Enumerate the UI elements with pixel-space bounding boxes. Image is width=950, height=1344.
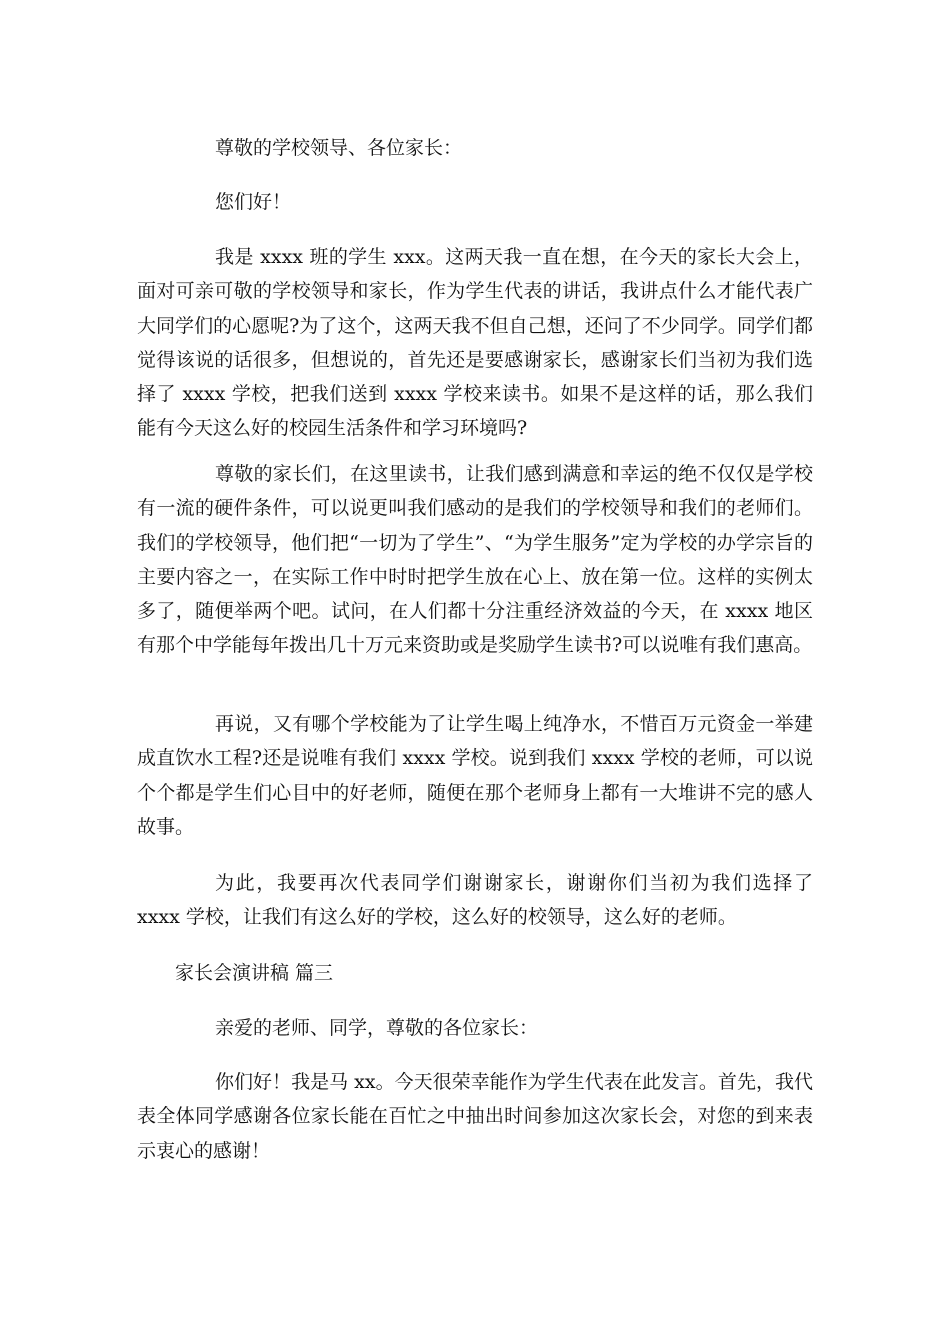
section-body-paragraph-1: 你们好！我是马 xx。今天很荣幸能作为学生代表在此发言。首先，我代表全体同学感谢各位家长能在百忙之中抽出时间参加这次家长会，对您的到来表示衷心的感谢！ [137, 1071, 813, 1162]
body-paragraph-3: 再说，又有哪个学校能为了让学生喝上纯净水，不惜百万元资金一举建成直饮水工程?还是说唯有我们 xxxx 学校。说到我们 xxxx 学校的老师，可以说个个都是学生们心目中的好老师，随便在那个老师身上都有一大堆讲不完的感人故事。 [137, 713, 813, 838]
body-paragraph-2: 尊敬的家长们，在这里读书，让我们感到满意和幸运的绝不仅仅是学校有一流的硬件条件，可以说更叫我们感动的是我们的学校领导和我们的老师们。我们的学校领导，他们把“一切为了学生”、“为学生服务”定为学校的办学宗旨的主要内容之一，在实际工作中时时把学生放在心上、放在第一位。这样的实例太多了，随便举两个吧。试问，在人们都十分注重经济效益的今天，在 xxxx 地区有那个中学能每年拨出几十万元来资助或是奖励学生读书?可以说唯有我们惠高。 [137, 463, 813, 657]
greeting-paragraph: 您们好！ [215, 191, 292, 213]
body-paragraph-1: 我是 xxxx 班的学生 xxx。这两天我一直在想，在今天的家长大会上，面对可亲可敬的学校领导和家长，作为学生代表的讲话，我讲点什么才能代表广大同学们的心愿呢?为了这个，这两天我不但自己想，还问了不少同学。同学们都觉得该说的话很多，但想说的，首先还是要感谢家长，感谢家长们当初为我们选择了 xxxx 学校，把我们送到 xxxx 学校来读书。如果不是这样的话，那么我们能有今天这么好的校园生活条件和学习环境吗? [137, 246, 813, 440]
salutation-paragraph: 尊敬的学校领导、各位家长： [215, 137, 463, 159]
section-salutation-paragraph: 亲爱的老师、同学，尊敬的各位家长： [215, 1017, 539, 1039]
section-heading: 家长会演讲稿 篇三 [175, 962, 334, 984]
body-paragraph-4: 为此，我要再次代表同学们谢谢家长，谢谢你们当初为我们选择了 xxxx 学校，让我们有这么好的学校，这么好的校领导，这么好的老师。 [137, 872, 813, 929]
